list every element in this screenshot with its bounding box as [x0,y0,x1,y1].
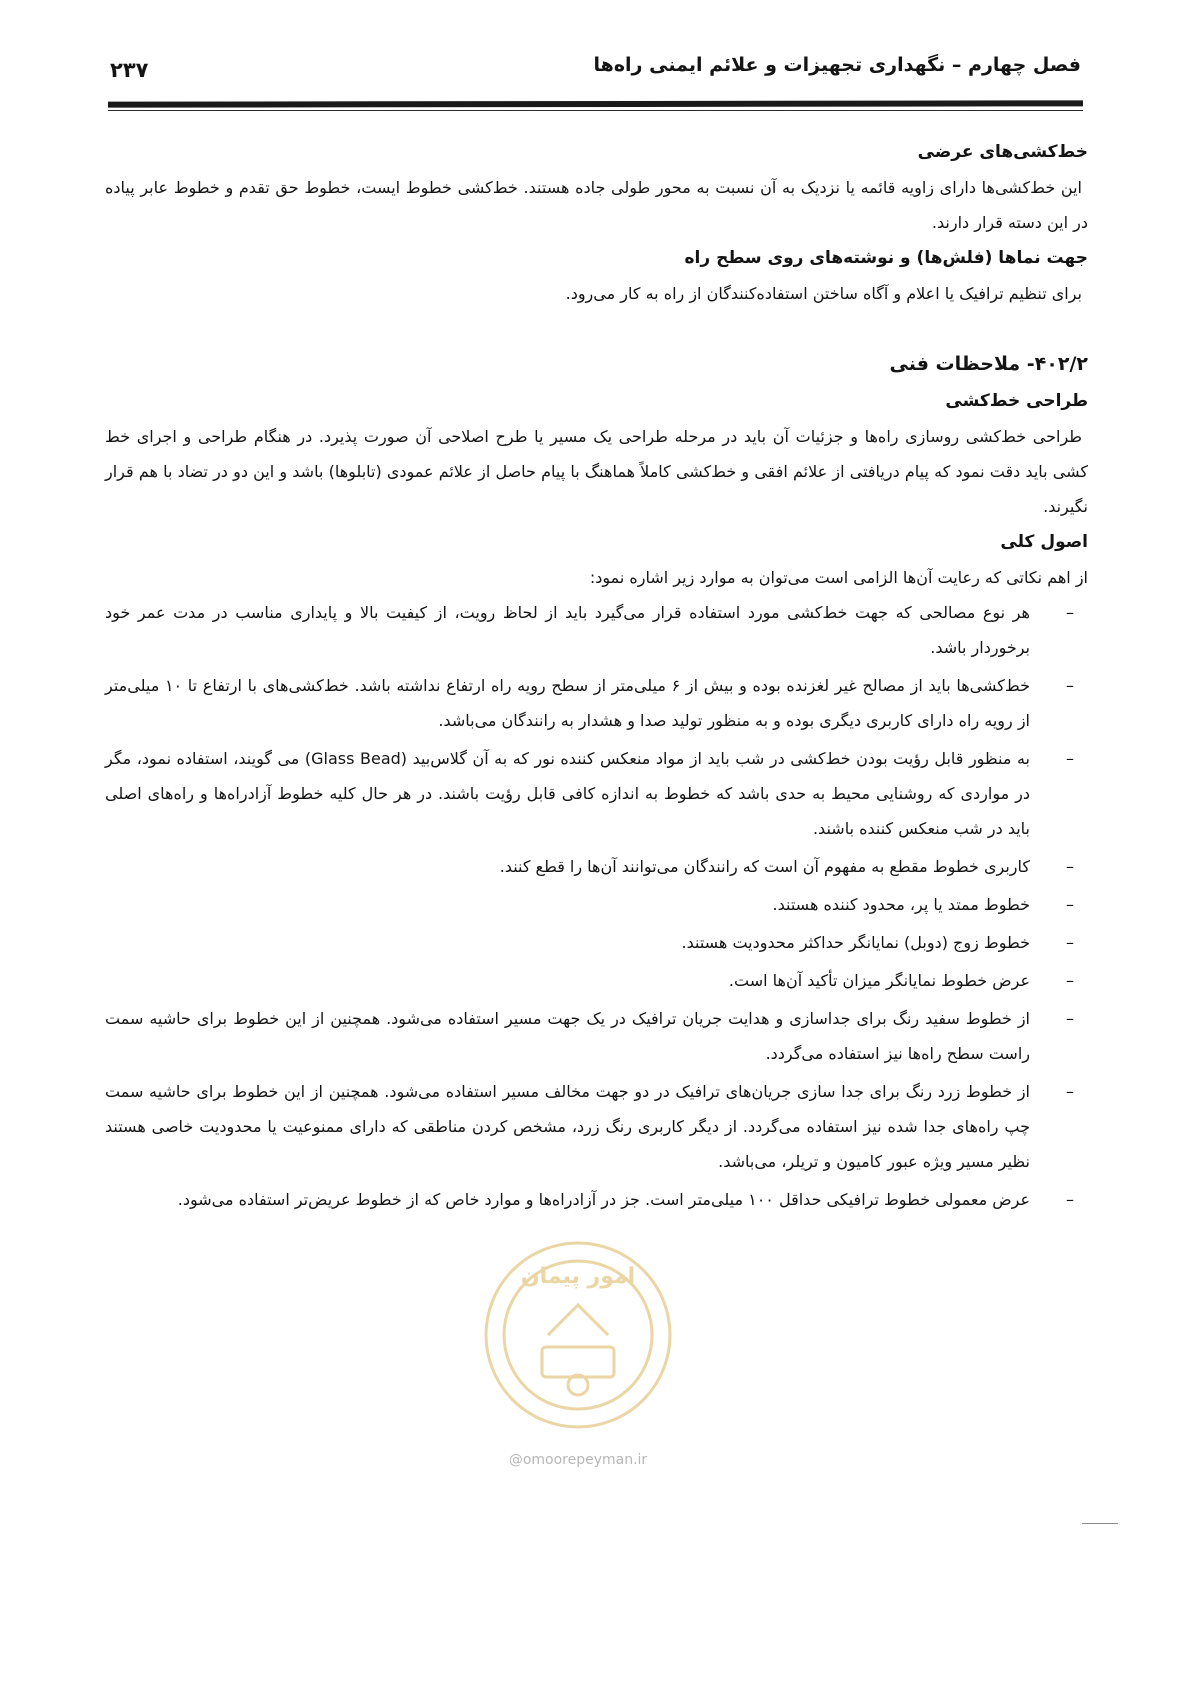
section-heading-technical: ۴۰۲/۲- ملاحظات فنی [889,353,1088,375]
page-content [105,134,1088,1220]
paragraph-principles-intro: از اهم نکاتی که رعایت آن‌ها الزامی است می‌توان به موارد زیر اشاره نمود: [589,568,1088,587]
list-item-text: خطوط ممتد یا پر، محدود کننده هستند. [772,895,1030,914]
header-rule-thin [108,110,1083,111]
page-number: ۲۳۷ [110,58,149,82]
dash-bullet: – [1066,895,1074,914]
dash-bullet: – [1066,1082,1074,1101]
list-item [105,741,1088,846]
heading-general-principles: اصول کلی [1000,532,1088,552]
list-item-text: خط‌کشی‌ها باید از مصالح غیر لغزنده بوده و بیش از ۶ میلی‌متر از سطح رویه راه ارتفاع نداشته باشد. خط‌کشی‌های با ارتفاع تا ۱۰ میلی‌متر از رویه راه دارای کاربری دیگری بوده و به منظور تولید صدا و هشدار به رانندگان می‌باشد. [105,676,1030,730]
list-item [105,963,1088,998]
running-header [110,46,1081,96]
dash-bullet: – [1066,933,1074,952]
dash-bullet: – [1066,857,1074,876]
list-item-text: عرض معمولی خطوط ترافیکی حداقل ۱۰۰ میلی‌متر است. جز در آزادراه‌ها و موارد خاص که از خطوط عریض‌تر استفاده می‌شود. [177,1190,1030,1209]
watermark-logo-text: امور پیمان [520,1264,636,1289]
heading-marking-design: طراحی خط‌کشی [945,391,1088,411]
list-item [105,1182,1088,1217]
list-item-text: کاربری خطوط مقطع به مفهوم آن است که رانندگان می‌توانند آن‌ها را قطع کنند. [499,857,1030,876]
list-item-text: از خطوط سفید رنگ برای جداسازی و هدایت جریان ترافیک در یک جهت مسیر استفاده می‌شود. همچنین از این خطوط برای حاشیه سمت راست سطح راه‌ها نیز استفاده می‌گردد. [105,1009,1030,1063]
list-item [105,925,1088,960]
list-item [105,595,1088,665]
heading-transverse-markings: خط‌کشی‌های عرضی [917,142,1088,162]
header-rule-thick [108,100,1083,107]
watermark-url: @omoorepeyman.ir [508,1452,648,1468]
list-item [105,1001,1088,1071]
paragraph-marking-design: طراحی خط‌کشی روسازی راه‌ها و جزئیات آن باید در مرحله طراحی یک مسیر یا طرح اصلاحی آن صورت پذیرد. در هنگام طراحی و اجرای خط کشی باید دقت نمود که پیام دریافتی از علائم افقی و خط‌کشی کاملاً هماهنگ با پیام حاصل از علائم عمودی (تابلوها) باشد و این دو در تضاد با هم قرار نگیرند. [105,427,1088,516]
list-item-text: به منظور قابل رؤیت بودن خط‌کشی در شب باید از مواد منعکس کننده نور که به آن گلاس‌بید (Glass Bead) می گویند، استفاده نمود، مگر در مواردی که روشنایی محیط به حدی باشد که خطوط به اندازه کافی قابل رؤیت باشند. در هر حال کلیه خطوط آزادراه‌ها و راه‌های اصلی باید در شب منعکس کننده باشند. [105,749,1031,838]
watermark-logo [478,1235,678,1435]
dash-bullet: – [1066,676,1074,695]
list-item [105,1074,1088,1179]
margin-mark [1082,1523,1118,1524]
list-item [105,849,1088,884]
list-item-text: عرض خطوط نمایانگر میزان تأکید آن‌ها است. [728,971,1030,990]
list-item-text: خطوط زوج (دوبل) نمایانگر حداکثر محدودیت هستند. [681,933,1030,952]
list-item-text: از خطوط زرد رنگ برای جدا سازی جریان‌های ترافیک در دو جهت مخالف مسیر استفاده می‌شود. همچنین از این خطوط برای حاشیه سمت چپ راه‌های جدا شده نیز استفاده می‌گردد. از دیگر کاربری رنگ زرد، مشخص کردن مناطقی که دارای ممنوعیت یا محدودیت خاصی هستند نظیر مسیر ویژه عبور کامیون و تریلر، می‌باشد. [105,1082,1030,1171]
dash-bullet: – [1066,1190,1074,1209]
dash-bullet: – [1066,1009,1074,1028]
chapter-title: فصل چهارم – نگهداری تجهیزات و علائم ایمنی راه‌ها [593,54,1081,76]
principles-list [105,595,1088,1217]
dash-bullet: – [1066,749,1074,768]
dash-bullet: – [1066,971,1074,990]
paragraph-arrows-and-texts: برای تنظیم ترافیک یا اعلام و آگاه ساختن استفاده‌کنندگان از راه به کار می‌رود. [565,284,1082,303]
paragraph-transverse-markings: این خط‌کشی‌ها دارای زاویه قائمه یا نزدیک به آن نسبت به محور طولی جاده هستند. خط‌کشی خطوط ایست، خطوط حق تقدم و خطوط عابر پیاده در این دسته قرار دارند. [105,178,1088,232]
list-item [105,668,1088,738]
heading-arrows-and-texts: جهت نماها (فلش‌ها) و نوشته‌های روی سطح راه [684,248,1088,268]
list-item [105,887,1088,922]
list-item-text: هر نوع مصالحی که جهت خط‌کشی مورد استفاده قرار می‌گیرد باید از لحاظ رویت، از کیفیت بالا و پایداری مناسب در مدت عمر خود برخوردار باشد. [105,603,1030,657]
dash-bullet: – [1066,603,1074,622]
